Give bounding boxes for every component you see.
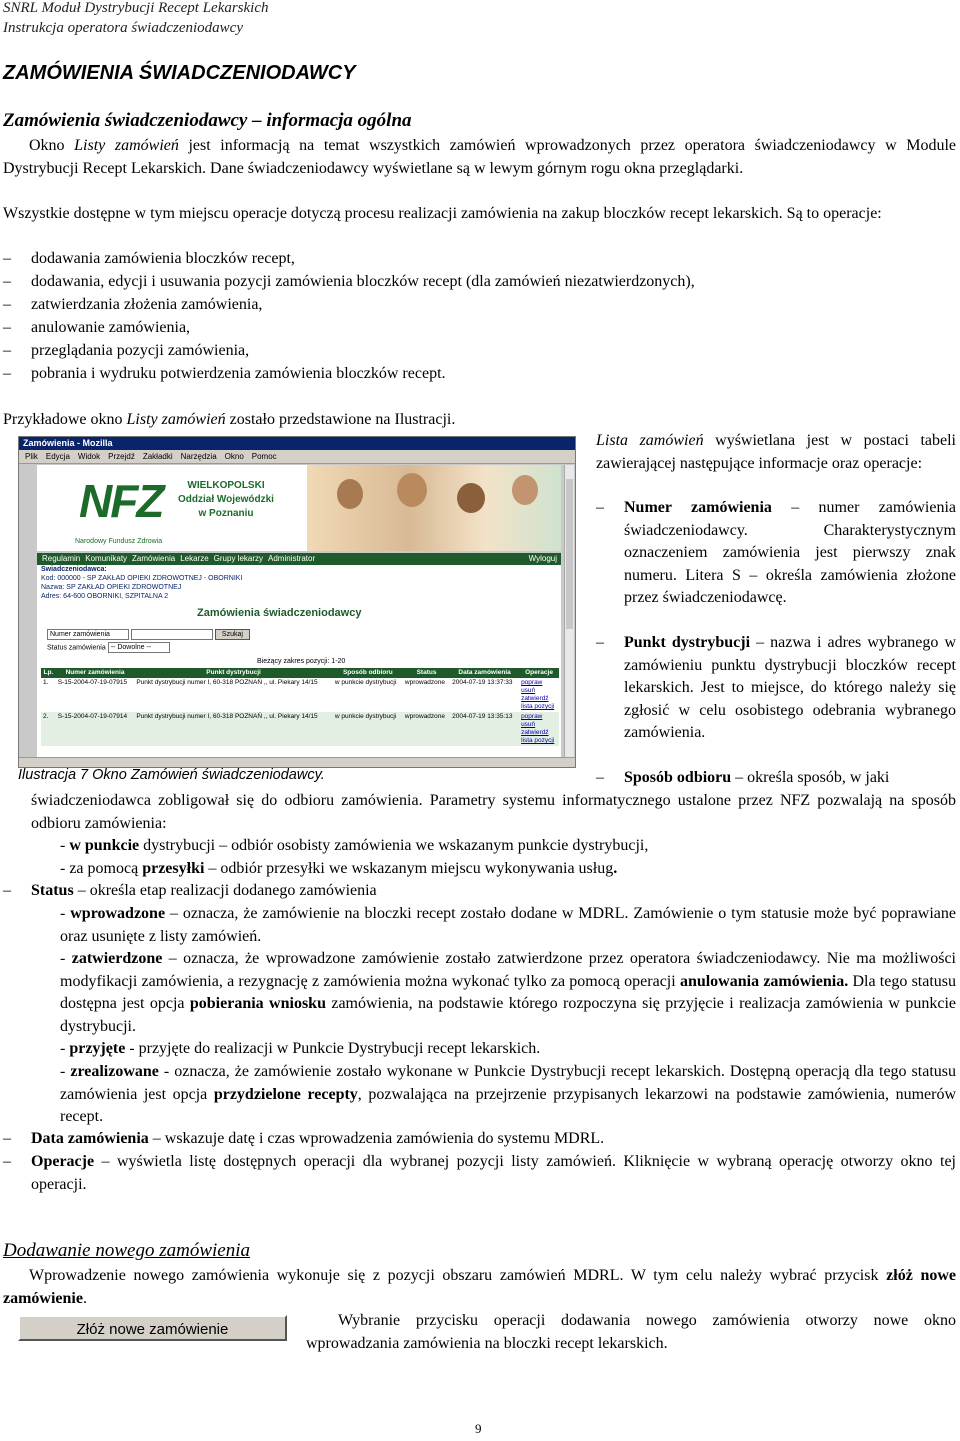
app-page-title: Zamówienia świadczeniodawcy xyxy=(197,607,362,619)
status-przyjete xyxy=(60,1038,956,1061)
section2-heading: Dodawanie nowego zamówienia xyxy=(3,1240,250,1261)
status-filter-select xyxy=(108,642,170,653)
cell: w punkcie dystrybucji xyxy=(334,679,397,686)
table-row xyxy=(41,712,559,746)
menu-item: Okno xyxy=(224,452,244,461)
cell: S-15-2004-07-19-07915 xyxy=(57,679,128,686)
term: anulowania zamówienia. xyxy=(679,972,849,990)
search-button: Szukaj xyxy=(215,629,250,640)
col-header: Operacje xyxy=(519,668,559,678)
cell: Punkt dystrybucji numer I, 60-318 POZNAŃ ,, ul. Piekary 14/15 xyxy=(136,679,318,686)
table-header-row xyxy=(41,668,559,678)
search-form xyxy=(47,629,250,653)
nav-item: Lekarze xyxy=(180,554,209,563)
status-filter-value: -- Dowolne -- xyxy=(110,644,152,651)
nav-item: Administrator xyxy=(268,554,316,563)
desc: - przyjęte do realizacji w Punkcie Dystrybucji recept lekarskich. xyxy=(125,1040,541,1057)
banner-photo xyxy=(307,465,561,551)
browser-scrollbar xyxy=(564,465,574,761)
provider-label: Świadczeniodawca: xyxy=(41,566,107,573)
dot: . xyxy=(613,860,618,877)
browser-title-bar: Zamówienia - Mozilla xyxy=(19,437,575,450)
nav-item: Grupy lekarzy xyxy=(213,554,264,563)
field-name: Data zamówienia xyxy=(31,1130,149,1147)
op-link: popraw xyxy=(521,679,543,686)
operation-text: dodawania, edycji i usuwania pozycji zamówienia bloczków recept (dla zamówień niezatwierdzonych), xyxy=(31,273,695,290)
prefix: - xyxy=(60,950,72,967)
intro-text: wyświetlana jest w postaci tabeli zawierającej następujące informacje oraz operacje: xyxy=(596,432,956,472)
col-header: Punkt dystrybucji xyxy=(134,668,333,678)
header-line-2: Instrukcja operatora świadczeniodawcy xyxy=(3,20,243,36)
figure-caption: Ilustracja 7 Okno Zamówień świadczeniodawcy. xyxy=(18,767,325,783)
menu-item: Widok xyxy=(77,452,101,461)
banner-line: w Poznaniu xyxy=(198,508,254,519)
range-info: Bieżący zakres pozycji: 1-20 xyxy=(257,658,346,665)
nfz-logo-subtitle: Narodowy Fundusz Zdrowia xyxy=(75,538,163,545)
desc: – oznacza, że wprowadzone zamówienie zostało zatwierdzone przez operatora świadczeniodawcy. Nie ma możliwości modyfikacji zamówienia, a rezygnację z zamówienia można wykonać tylko za pomocą operacji xyxy=(60,950,956,990)
table-row xyxy=(41,678,559,712)
field-desc: – określa etap realizacji dodanego zamówienia xyxy=(73,882,377,899)
cell-operations xyxy=(519,712,559,746)
banner-line: Oddział Wojewódzki xyxy=(178,494,274,505)
cell: 1. xyxy=(43,679,49,686)
operation-text: zatwierdzania złożenia zamówienia, xyxy=(31,296,263,313)
term: przesyłki xyxy=(142,860,205,877)
op-link: popraw xyxy=(521,713,543,720)
prefix: - xyxy=(60,905,71,922)
section2-paragraph-2: Wybranie przycisku operacji dodawania nowego zamówienia otworzy nowe okno wprowadzania zamówienia na bloczki recept lekarskich. xyxy=(306,1312,956,1352)
app-content xyxy=(37,565,561,761)
field-name: Punkt dystrybucji xyxy=(624,634,751,651)
cell: S-15-2004-07-19-07914 xyxy=(56,712,135,746)
nav-logout: Wyloguj xyxy=(528,554,557,563)
col-header: Numer zamówienia xyxy=(56,668,135,678)
prefix: - xyxy=(60,1040,70,1057)
provider-address: Adres: 64-600 OBORNIKI, SZPITALNA 2 xyxy=(41,593,169,600)
cell: Punkt dystrybucji numer I, 60-318 POZNAŃ ,, ul. Piekary 14/15 xyxy=(134,712,333,746)
cell: 2004-07-19 13:37:33 xyxy=(452,679,513,686)
term: przydzielone recepty xyxy=(213,1085,358,1103)
field-name: Numer zamówienia xyxy=(624,499,772,516)
field-desc: – numer zamówienia świadczeniodawcy. Charakterystycznym oznaczeniem zamówienia jest pierwszy znak numeru. Litera S – określa zamówienia złożone przez świadczeniodawcę. xyxy=(624,499,956,606)
example-italic: Listy zamówień xyxy=(126,411,226,428)
odbior-w-punkcie xyxy=(60,835,956,858)
s2-text-a: Wprowadzenie nowego zamówienia wykonuje się z pozycji obszaru zamówień MDRL. W tym celu należy wybrać przycisk xyxy=(29,1267,887,1284)
operation-text: dodawania zamówienia bloczków recept, xyxy=(31,250,295,267)
field-name: Operacje xyxy=(31,1153,95,1170)
term: przyjęte xyxy=(69,1040,126,1057)
status-zrealizowane xyxy=(60,1061,956,1129)
p1-text-a: Okno xyxy=(29,137,75,154)
op-link: usuń xyxy=(521,721,536,728)
desc: zamówienia, na podstawie którego rozpoczyna się przyjęcie i realizacja zamówienia w punkcie dystrybucji. xyxy=(60,995,956,1035)
term: zrealizowane xyxy=(70,1063,159,1080)
s2-bold: złóż nowe zamówienie xyxy=(3,1267,956,1307)
status-filter-label: Status zamówienia xyxy=(47,644,106,652)
cell: wprowadzone xyxy=(404,679,446,686)
nfz-logo: NFZ xyxy=(79,475,163,527)
search-field-select xyxy=(47,629,129,640)
browser-menu-bar xyxy=(19,450,575,464)
add-new-order-button[interactable]: Złóż nowe zamówienie xyxy=(18,1315,287,1341)
cell: 2004-07-19 13:35:13 xyxy=(450,712,519,746)
status-zatwierdzone xyxy=(60,948,956,1038)
field-desc: – nazwa i adres wybranego w zamówieniu punktu dystrybucji bloczków recept lekarskich. Jest to miejsce, do którego należy się zgłosić w celu osobistego odebrania wybranego zamówienia. xyxy=(624,634,956,741)
section1-paragraph-1 xyxy=(3,135,956,180)
field-desc: – wyświetla listę dostępnych operacji dla wybranej pozycji listy zamówień. Kliknięcie w wybraną operację otworzy okno tej operacji. xyxy=(31,1153,956,1193)
cell: wprowadzone xyxy=(403,712,450,746)
prefix: - xyxy=(60,837,70,854)
desc: - oznacza, że zamówienie zostało wykonane w Punkcie Dystrybucji recept lekarskich. Dostępną operacją dla tego statusu zamówienia jest opcja xyxy=(60,1063,957,1103)
col-header: Data zamówienia xyxy=(450,668,519,678)
p1-italic: Listy zamówień xyxy=(74,137,179,154)
menu-item: Zakładki xyxy=(142,452,173,461)
op-link: zatwierdź xyxy=(521,695,549,702)
p1-text-b: jest informacją na temat wszystkich zamówień wprowadzonych przez operatora świadczeniodawcy w Module Dystrybucji Recept Lekarskich. Dane świadczeniodawcy wyświetlane są w lewym górnym rogu okna przeglądarki. xyxy=(3,137,956,177)
field-name: Status xyxy=(31,882,74,899)
field-name: Sposób odbioru xyxy=(624,769,732,786)
desc: dystrybucji – odbiór osobisty zamówienia we wskazanym punkcie dystrybucji, xyxy=(139,837,649,854)
cell: 2. xyxy=(41,712,56,746)
nav-item: Regulamin xyxy=(42,554,81,563)
desc: , pozwalająca na przejrzenie przypisanych lekarzowi na podstawie zamówienia, numerów recept. xyxy=(60,1085,957,1125)
term: wprowadzone xyxy=(70,905,166,922)
header-line-1: SNRL Moduł Dystrybucji Recept Lekarskich xyxy=(3,0,269,16)
op-link: zatwierdź xyxy=(521,729,549,736)
menu-item: Pomoc xyxy=(251,452,277,461)
select-value: Numer zamówienia xyxy=(50,631,110,638)
odbior-przesylka xyxy=(60,858,956,881)
menu-item: Przejdź xyxy=(108,452,135,461)
list-intro xyxy=(596,430,956,475)
menu-item: Narzędzia xyxy=(180,452,217,461)
op-link: lista pozycji xyxy=(521,737,555,744)
op-link: lista pozycji xyxy=(521,703,555,710)
desc: – oznacza, że zamówienie na bloczki recept zostało dodane w MDRL. Zamówienie o tym statusie może być poprawiane oraz usunięte z listy zamówień. xyxy=(60,905,957,945)
s2-text-c: . xyxy=(82,1289,87,1307)
term: pobierania wniosku xyxy=(189,995,326,1012)
example-text-b: zostało przedstawione na Ilustracji. xyxy=(225,411,456,428)
intro-italic: Lista zamówień xyxy=(596,432,704,449)
desc: Dla tego statusu dostępna jest opcja xyxy=(60,972,957,1012)
status-wprowadzone xyxy=(60,903,956,948)
col-header: Sposób odbioru xyxy=(333,668,403,678)
section2-paragraph-1 xyxy=(3,1265,956,1310)
screenshot-illustration xyxy=(18,436,576,768)
sposob-continuation: świadczeniodawca zobligował się do odbioru zamówienia. Parametry systemu informatycznego ustalone przez NFZ pozwalają na sposób odbioru zamówienia: xyxy=(31,792,956,832)
example-text-a: Przykładowe okno xyxy=(3,411,127,428)
provider-code: Kod: 000000 - SP ZAKŁAD OPIEKI ZDROWOTNEJ - OBORNIKI xyxy=(41,575,243,582)
section1-paragraph-2: Wszystkie dostępne w tym miejscu operacje dotyczą procesu realizacji zamówienia na zakup bloczków recept lekarskich. Są to operacje: xyxy=(3,205,882,222)
section1-heading: Zamówienia świadczeniodawcy – informacja ogólna xyxy=(3,110,412,131)
prefix: - za pomocą xyxy=(60,860,143,877)
nav-item: Zamówienia xyxy=(132,554,176,563)
menu-item: Edycja xyxy=(45,452,70,461)
search-input xyxy=(131,629,213,640)
menu-item: Plik xyxy=(25,452,38,461)
field-desc: – wskazuje datę i czas wprowadzenia zamówienia do systemu MDRL. xyxy=(148,1130,605,1147)
op-link: usuń xyxy=(521,687,536,694)
nfz-banner xyxy=(37,465,561,551)
cell: w punkcie dystrybucji xyxy=(333,712,403,746)
nav-item: Komunikaty xyxy=(85,554,128,563)
term: zatwierdzone xyxy=(71,950,163,967)
term: w punkcie xyxy=(69,837,140,854)
col-header: Status xyxy=(403,668,450,678)
example-sentence xyxy=(3,409,956,432)
banner-region-text xyxy=(171,479,281,521)
col-header: Lp. xyxy=(41,668,56,678)
cell-operations xyxy=(519,678,559,712)
app-navigation-bar xyxy=(37,553,561,565)
desc: – odbiór przesyłki we wskazanym miejscu wykonywania usług xyxy=(204,860,614,877)
provider-info xyxy=(41,565,242,601)
orders-table xyxy=(41,668,559,746)
field-desc: – określa sposób, w jaki xyxy=(731,769,890,786)
page-number: 9 xyxy=(475,1421,482,1436)
operation-text: anulowanie zamówienia, xyxy=(31,319,191,336)
page-title: ZAMÓWIENIA ŚWIADCZENIODAWCY xyxy=(3,62,356,84)
operation-text: pobrania i wydruku potwierdzenia zamówienia bloczków recept. xyxy=(31,365,446,382)
provider-name: Nazwa: SP ZAKŁAD OPIEKI ZDROWOTNEJ xyxy=(41,584,182,591)
banner-line: WIELKOPOLSKI xyxy=(187,480,265,491)
prefix: - xyxy=(60,1063,71,1080)
document-header xyxy=(3,0,269,38)
operation-text: przeglądania pozycji zamówienia, xyxy=(31,342,250,359)
